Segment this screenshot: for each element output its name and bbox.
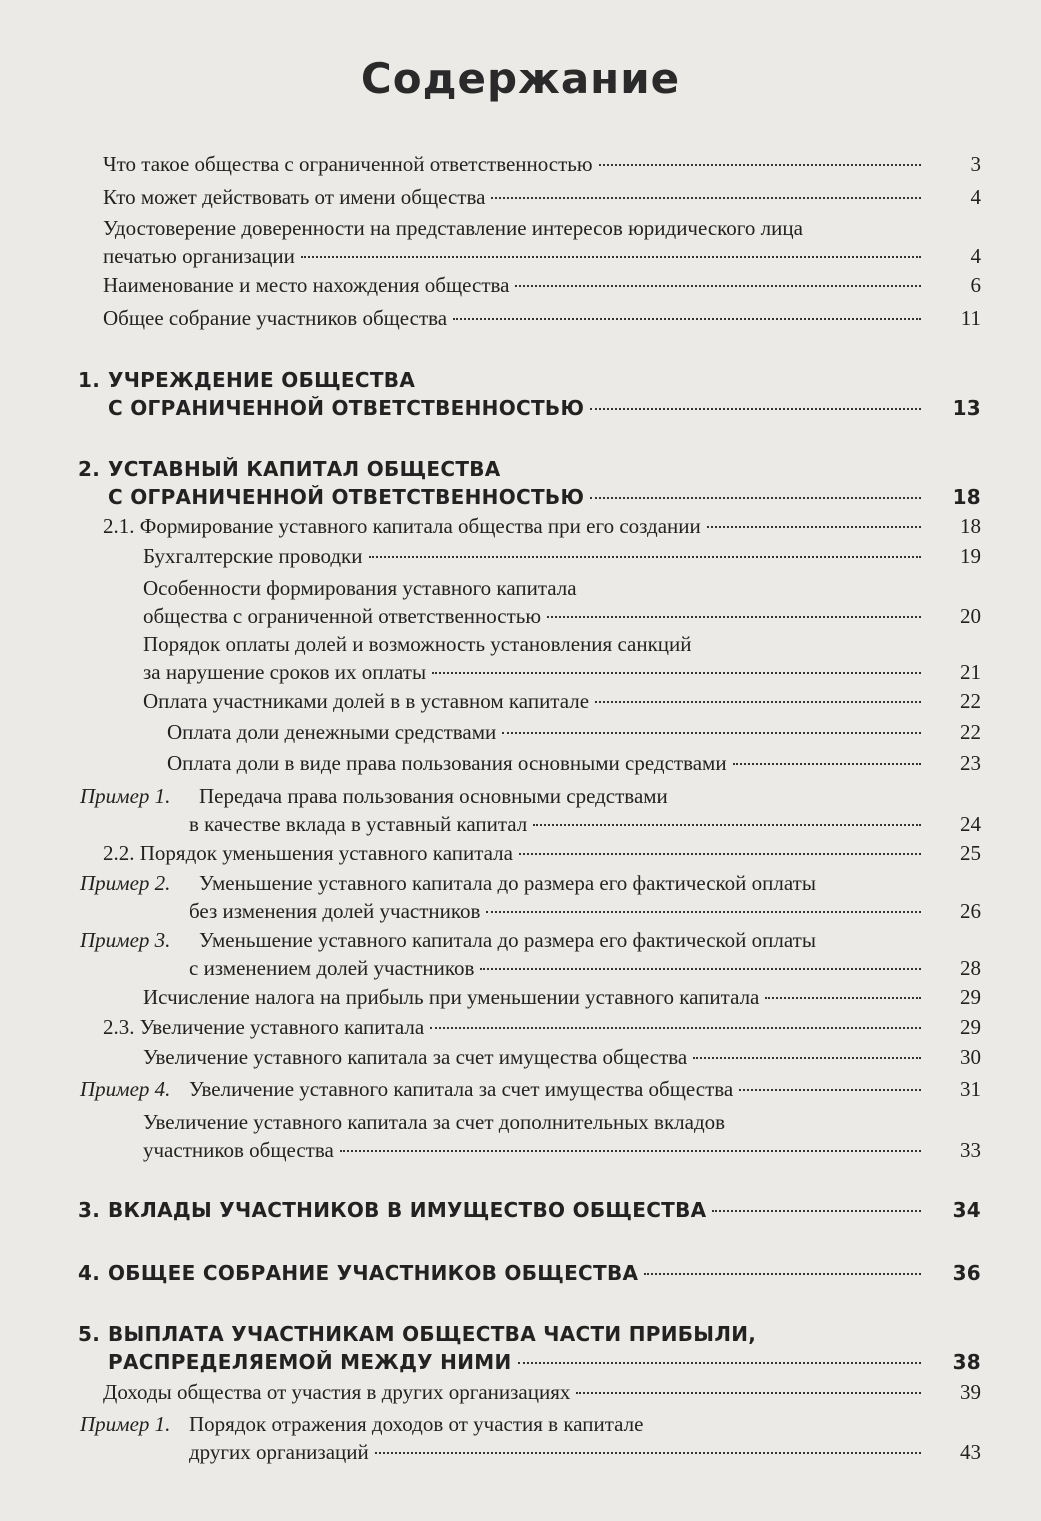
- toc-leader: [515, 285, 921, 287]
- toc-entry: [0, 630, 1041, 686]
- page-title: Содержание: [360, 54, 681, 103]
- toc-entry-text: с изменением долей участников: [189, 956, 475, 980]
- toc-entry-text: Увеличение уставного капитала за счет дополнительных вкладов: [143, 1110, 726, 1134]
- toc-entry-text: 2.1. Формирование уставного капитала общества при его создании: [103, 514, 701, 538]
- toc-chapter: [0, 1196, 1041, 1224]
- toc-entry-text: Общее собрание участников общества: [103, 306, 448, 330]
- toc-chapter: [0, 1320, 1041, 1376]
- toc-entry: [0, 1013, 1041, 1041]
- toc-entry-text: Исчисление налога на прибыль при уменьшении уставного капитала: [143, 985, 760, 1009]
- toc-entry-text: Увеличение уставного капитала за счет имущества общества: [189, 1077, 734, 1101]
- toc-leader: [693, 1057, 921, 1059]
- toc-leader: [599, 164, 921, 166]
- toc-entry-text: Оплата доли денежными средствами: [167, 720, 497, 744]
- toc-example: [0, 869, 1041, 925]
- example-label: Пример 1.: [80, 784, 171, 808]
- toc-chapter: [0, 1259, 1041, 1287]
- toc-entry-text: Уменьшение уставного капитала до размера его фактической оплаты: [199, 871, 816, 895]
- toc-page-number: 4: [970, 185, 981, 209]
- toc-page-number: 22: [960, 720, 981, 744]
- toc-leader: [518, 1362, 922, 1364]
- toc-entry-text: Порядок отражения доходов от участия в капитале: [189, 1412, 644, 1436]
- toc-entry-text: РАСПРЕДЕЛЯЕМОЙ МЕЖДУ НИМИ: [108, 1350, 512, 1374]
- toc-page-number: 36: [952, 1261, 981, 1285]
- toc-entry-text: ВКЛАДЫ УЧАСТНИКОВ В ИМУЩЕСТВО ОБЩЕСТВА: [108, 1198, 707, 1222]
- toc-page-number: 18: [952, 485, 981, 509]
- toc-entry: [0, 512, 1041, 540]
- toc-entry-text: Бухгалтерские проводки: [143, 544, 363, 568]
- toc-leader: [340, 1150, 921, 1152]
- toc-entry: [0, 304, 1041, 332]
- toc-entry-text: Что такое общества с ограниченной ответственностью: [103, 152, 593, 176]
- toc-leader: [486, 911, 921, 913]
- toc-example: [0, 1075, 1041, 1103]
- toc-entry: [0, 542, 1041, 570]
- toc-page-number: 26: [960, 899, 981, 923]
- toc-page-number: 24: [960, 812, 981, 836]
- toc-leader: [590, 497, 921, 499]
- toc-entry-text: ОБЩЕЕ СОБРАНИЕ УЧАСТНИКОВ ОБЩЕСТВА: [108, 1261, 639, 1285]
- example-label: Пример 1.: [80, 1412, 171, 1436]
- toc-entry-text: Уменьшение уставного капитала до размера его фактической оплаты: [199, 928, 816, 952]
- toc-entry-text: Кто может действовать от имени общества: [103, 185, 486, 209]
- toc-entry-text: Оплата доли в виде права пользования основными средствами: [167, 751, 727, 775]
- toc-entry-text: участников общества: [143, 1138, 334, 1162]
- chapter-number: 2.: [78, 457, 101, 481]
- toc-entry-text: печатью организации: [103, 244, 295, 268]
- example-label: Пример 4.: [80, 1077, 171, 1101]
- toc-page-number: 19: [960, 544, 981, 568]
- toc-example: [0, 1410, 1041, 1466]
- toc-leader: [533, 824, 921, 826]
- toc-leader: [707, 526, 921, 528]
- example-label: Пример 2.: [80, 871, 171, 895]
- toc-page-number: 18: [960, 514, 981, 538]
- toc-page-number: 39: [960, 1380, 981, 1404]
- toc-example: [0, 926, 1041, 982]
- toc-entry: [0, 214, 1041, 270]
- toc-chapter: [0, 455, 1041, 511]
- toc-page-number: 28: [960, 956, 981, 980]
- toc-page-number: 23: [960, 751, 981, 775]
- toc-example: [0, 782, 1041, 838]
- toc-leader: [480, 968, 921, 970]
- toc-leader: [765, 997, 921, 999]
- toc-entry-text: С ОГРАНИЧЕННОЙ ОТВЕТСТВЕННОСТЬЮ: [108, 396, 585, 420]
- toc-entry: [0, 983, 1041, 1011]
- toc-leader: [430, 1027, 921, 1029]
- toc-entry-text: 2.2. Порядок уменьшения уставного капитала: [103, 841, 513, 865]
- toc-page-number: 11: [960, 306, 981, 330]
- toc-entry-text: ВЫПЛАТА УЧАСТНИКАМ ОБЩЕСТВА ЧАСТИ ПРИБЫЛИ,: [108, 1322, 757, 1346]
- chapter-number: 5.: [78, 1322, 101, 1346]
- toc-entry: [0, 574, 1041, 630]
- toc-page-number: 20: [960, 604, 981, 628]
- toc-leader: [547, 616, 921, 618]
- toc-leader: [432, 672, 921, 674]
- toc-entry-text: Увеличение уставного капитала за счет имущества общества: [143, 1045, 688, 1069]
- toc-entry-text: Порядок оплаты долей и возможность установления санкций: [143, 632, 692, 656]
- toc-page-number: 29: [960, 985, 981, 1009]
- toc-entry-text: Оплата участниками долей в в уставном капитале: [143, 689, 590, 713]
- toc-entry: [0, 1378, 1041, 1406]
- toc-entry-text: Удостоверение доверенности на представление интересов юридического лица: [103, 216, 803, 240]
- toc-entry: [0, 749, 1041, 777]
- toc-entry: [0, 183, 1041, 211]
- toc-entry: [0, 1043, 1041, 1071]
- toc-page-number: 38: [952, 1350, 981, 1374]
- toc-page-number: 29: [960, 1015, 981, 1039]
- toc-entry-text: Передача права пользования основными средствами: [199, 784, 668, 808]
- toc-entry-text: Наименование и место нахождения общества: [103, 273, 510, 297]
- toc-leader: [491, 197, 921, 199]
- toc-leader: [502, 732, 921, 734]
- toc-leader: [576, 1392, 921, 1394]
- toc-entry: [0, 271, 1041, 299]
- toc-entry-text: Доходы общества от участия в других организациях: [103, 1380, 571, 1404]
- toc-page-number: 25: [960, 841, 981, 865]
- toc-page-number: 31: [960, 1077, 981, 1101]
- example-label: Пример 3.: [80, 928, 171, 952]
- toc-entry: [0, 718, 1041, 746]
- toc-entry-text: 2.3. Увеличение уставного капитала: [103, 1015, 425, 1039]
- toc-entry-text: УСТАВНЫЙ КАПИТАЛ ОБЩЕСТВА: [108, 457, 501, 481]
- toc-entry: [0, 839, 1041, 867]
- toc-leader: [519, 853, 921, 855]
- toc-leader: [739, 1089, 921, 1091]
- toc-entry-text: других организаций: [189, 1440, 369, 1464]
- toc-page-number: 43: [960, 1440, 981, 1464]
- toc-page-number: 3: [970, 152, 981, 176]
- toc-entry: [0, 687, 1041, 715]
- toc-page-number: 6: [970, 273, 981, 297]
- toc-chapter: [0, 366, 1041, 422]
- toc-entry-text: общества с ограниченной ответственностью: [143, 604, 542, 628]
- toc-leader: [301, 256, 921, 258]
- toc-leader: [644, 1273, 921, 1275]
- toc-leader: [712, 1210, 921, 1212]
- toc-entry-text: за нарушение сроков их оплаты: [143, 660, 427, 684]
- toc-page-number: 4: [970, 244, 981, 268]
- toc-entry-text: С ОГРАНИЧЕННОЙ ОТВЕТСТВЕННОСТЬЮ: [108, 485, 585, 509]
- toc-page-number: 22: [960, 689, 981, 713]
- toc-page-number: 21: [960, 660, 981, 684]
- chapter-number: 4.: [78, 1261, 101, 1285]
- toc-page-number: 30: [960, 1045, 981, 1069]
- chapter-number: 3.: [78, 1198, 101, 1222]
- chapter-number: 1.: [78, 368, 101, 392]
- toc-entry: [0, 150, 1041, 178]
- toc-entry-text: в качестве вклада в уставный капитал: [189, 812, 528, 836]
- toc-leader: [595, 701, 921, 703]
- toc-entry-text: УЧРЕЖДЕНИЕ ОБЩЕСТВА: [108, 368, 416, 392]
- toc-entry: [0, 1108, 1041, 1164]
- toc-leader: [590, 408, 921, 410]
- toc-page-number: 34: [952, 1198, 981, 1222]
- toc-leader: [733, 763, 921, 765]
- toc-entry-text: Особенности формирования уставного капитала: [143, 576, 577, 600]
- toc-leader: [453, 318, 921, 320]
- toc-entry-text: без изменения долей участников: [189, 899, 481, 923]
- toc-page-number: 13: [952, 396, 981, 420]
- toc-page-number: 33: [960, 1138, 981, 1162]
- toc-leader: [369, 556, 922, 558]
- toc-leader: [375, 1452, 921, 1454]
